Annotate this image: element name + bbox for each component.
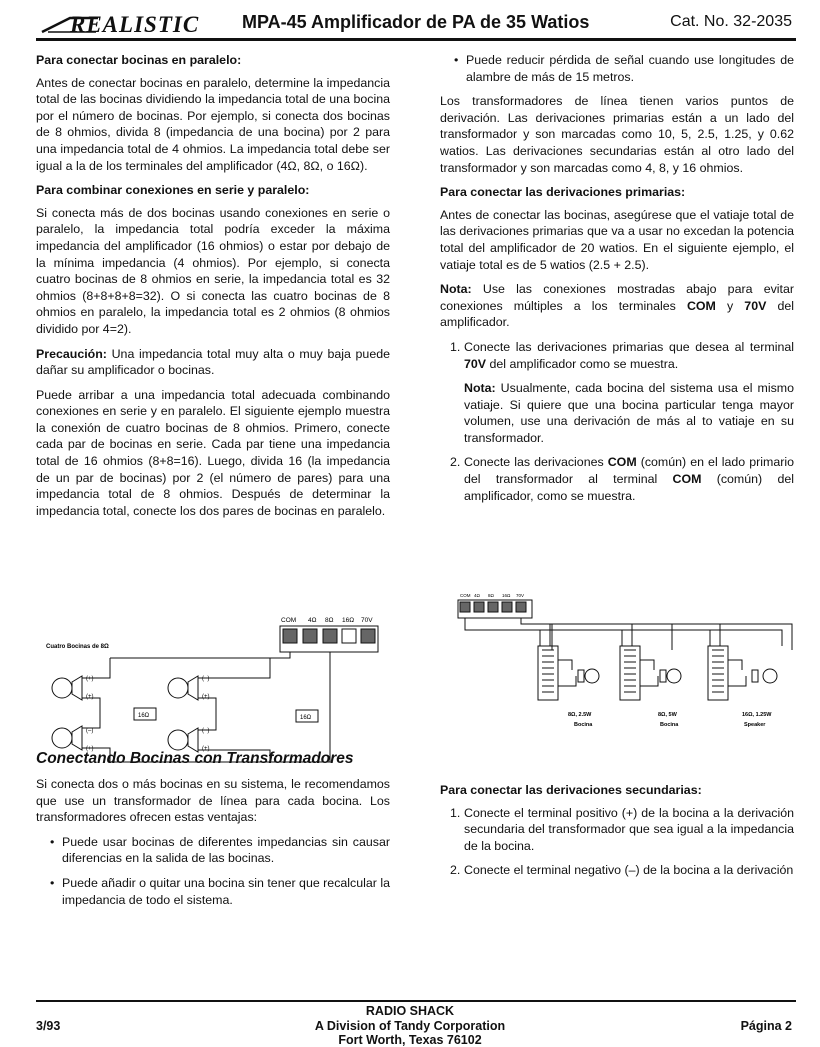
logo-text: REALISTIC — [70, 12, 200, 37]
advantages-list-continued — [440, 52, 794, 85]
speaker-icon — [168, 728, 198, 752]
note-text: del amplificador. — [440, 298, 794, 330]
step-text: Conecte las derivaciones — [464, 455, 608, 470]
terminal-label: 4Ω — [474, 593, 480, 598]
caution-paragraph — [36, 346, 390, 379]
terminal-label: 16Ω — [502, 593, 511, 598]
list-item: • Puede reducir pérdida de señal cuando use longitudes de alambre de más de 15 metros. — [440, 52, 794, 85]
heading-combinar: Para combinar conexiones en serie y paralelo: — [36, 183, 310, 198]
paragraph-arribar: Puede arribar a una impedancia total adecuada combinando conexiones en serie y en paralelo. El siguiente ejemplo muestra la conexión de cuatro bocinas de 8 ohmios. Primero, conecte cada par de bocinas en serie. Cada par tiene una impedancia total de 16 ohmios (8+8=16). Luego, divida 16 (la impedancia de un par de bocinas) por 2 (el número de pares) para una impedancia total de 8 ohmios. Después de determinar la impedancia total, conecte los dos pares de bocinas en paralelo. — [36, 387, 390, 518]
terminal-label: COM — [281, 617, 297, 624]
step-text: (común) en el lado primario del transformador al terminal — [464, 455, 794, 487]
paragraph-transformadores: Si conecta dos o más bocinas en su sistema, le recomendamos que use un transformador de línea para cada bocina. Los transformadores ofrecen estas ventajas: — [36, 777, 390, 825]
terminal-70v: 70V — [464, 356, 487, 371]
speaker-name: Speaker — [744, 722, 766, 728]
step-text: (común) del amplificador, como se muestra. — [464, 472, 794, 503]
page-header — [36, 10, 796, 40]
diagram-caption: Cuatro Bocinas de 8Ω — [46, 644, 109, 650]
step-text: Conecte las derivaciones primarias que desea al terminal — [464, 339, 794, 354]
series-parallel-diagram — [40, 612, 390, 779]
company-division: A Division of Tandy Corporation — [314, 1018, 506, 1033]
realistic-logo — [40, 10, 265, 38]
page-number: Página 2 — [740, 1019, 792, 1033]
step-item — [440, 862, 794, 879]
speaker-name: Bocina — [660, 722, 679, 728]
step-number: 2. — [450, 863, 461, 878]
terminal-label: 8Ω — [488, 593, 494, 598]
polarity-label: (+) — [202, 746, 210, 752]
note-text: y — [715, 298, 745, 313]
transformer-icon — [708, 646, 746, 700]
step-text: Conecte el terminal positivo (+) de la bocina a la derivación secundaria del transformador que sea igual a la impedancia de la bocina. — [464, 805, 794, 853]
terminal-label: 8Ω — [325, 617, 334, 624]
terminal-block — [280, 617, 378, 652]
speaker-icon — [752, 669, 777, 683]
footer-rule — [36, 1000, 796, 1002]
polarity-label: (–) — [202, 728, 210, 734]
document-title: MPA-45 Amplificador de PA de 35 Watios — [242, 12, 590, 32]
terminal-com: COM — [672, 472, 702, 487]
note-paragraph — [440, 281, 794, 331]
footer-company — [260, 1004, 560, 1047]
header-rule — [36, 38, 796, 41]
caution-text: Una impedancia total muy alta o muy baja puede dañar su amplificador o bocinas. — [36, 346, 390, 378]
primary-steps-list — [440, 339, 794, 372]
list-item: • Puede añadir o quitar una bocina sin tener que recalcular la impedancia de todo el sistema. — [36, 875, 390, 908]
section-title-transformadores: Conectando Bocinas con Transformadores — [36, 750, 354, 768]
polarity-label: (+) — [86, 676, 94, 682]
polarity-label: (–) — [202, 676, 210, 682]
advantages-list — [36, 834, 390, 908]
left-column — [36, 52, 390, 916]
speaker-icon — [578, 669, 599, 683]
step-number: 1. — [450, 805, 461, 820]
heading-primarias: Para conectar las derivaciones primarias: — [440, 185, 686, 200]
right-column-lower — [440, 782, 794, 887]
step-text: Conecte el terminal negativo (–) de la bocina a la derivación — [464, 863, 794, 878]
terminal-label: 4Ω — [308, 617, 317, 624]
company-address: Fort Worth, Texas 76102 — [338, 1033, 482, 1047]
right-column — [440, 52, 794, 512]
terminal-label: 16Ω — [342, 617, 355, 624]
heading-secundarias: Para conectar las derivaciones secundarias: — [440, 783, 702, 797]
impedance-label: 16Ω — [138, 713, 150, 719]
note-text: Use las conexiones mostradas abajo para evitar conexiones múltiples a los terminales — [440, 282, 794, 313]
speaker-rating: 8Ω, 2.5W — [568, 712, 592, 718]
speaker-rating: 8Ω, 5W — [658, 712, 677, 718]
footer-date: 3/93 — [36, 1019, 61, 1033]
speaker-rating: 16Ω, 1.25W — [742, 712, 772, 718]
terminal-label: 70V — [516, 593, 525, 598]
step-item — [440, 454, 794, 504]
note-usualmente — [440, 380, 794, 446]
speaker-icon — [660, 669, 681, 683]
heading-paralelo: Para conectar bocinas en paralelo: — [36, 53, 242, 67]
terminal-label: 70V — [361, 617, 373, 624]
list-item: • Puede usar bocinas de diferentes impedancias sin causar diferencias en la salida de las bocinas. — [36, 834, 390, 867]
polarity-label: (+) — [202, 694, 210, 700]
terminal-70v: 70V — [744, 298, 767, 313]
primary-steps-list-2 — [440, 454, 794, 504]
speaker-icon — [52, 676, 82, 700]
impedance-label: 16Ω — [300, 715, 312, 721]
speaker-icon — [168, 676, 198, 700]
secondary-steps-list — [440, 805, 794, 879]
step-text: del amplificador como se muestra. — [486, 356, 679, 371]
transformer-diagram — [452, 590, 797, 745]
terminal-block — [458, 593, 532, 618]
paragraph-paralelo: Antes de conectar bocinas en paralelo, determine la impedancia total de las bocinas dividiendo la impedancia total de una bocina por el número de bocinas. Por ejemplo, si conecta dos bocinas de 8 ohmios, divida 8 (impedancia de una bocina) por 2 para una impedancia total de 4 ohmios. La impedancia total debe ser igual a la de los terminales del amplificador (4Ω, 8Ω, o 16Ω). — [36, 75, 390, 173]
speaker-icon — [52, 726, 82, 750]
speaker-name: Bocina — [574, 722, 593, 728]
step-item — [440, 805, 794, 855]
note-label: Nota: — [464, 381, 496, 396]
paragraph-derivaciones: Los transformadores de línea tienen varios puntos de derivación. Las derivaciones primarias están a un lado del transformador y son marcadas como 10, 5, 2.5, 1.25, y 0.62 watios. Las derivaciones secundarias están al otro lado del transformador y son marcadas como 4, 8, y 16 ohmios. — [440, 94, 794, 175]
note-label: Nota: — [440, 282, 472, 297]
polarity-label: (+) — [86, 694, 94, 700]
paragraph-primarias: Antes de conectar las bocinas, asegúrese que el vatiaje total de las derivaciones primarias que va a usar no excedan la potencia total del amplificador de 20 watios. En el siguiente ejemplo, el vatiaje total es de 5 watios (2.5 + 2.5). — [440, 207, 794, 272]
transformer-icon — [620, 646, 658, 700]
caution-label: Precaución: — [36, 346, 107, 361]
transformer-icon — [538, 646, 576, 700]
note-text: Usualmente, cada bocina del sistema usa el mismo vatiaje. Si quiere que una bocina particular tenga mayor volumen, use una derivación de más al to vatiaje en su transformador. — [464, 381, 794, 445]
company-name: RADIO SHACK — [365, 1004, 455, 1018]
step-item — [440, 339, 794, 372]
catalog-number: Cat. No. 32-2035 — [670, 13, 792, 30]
step-number: 2. — [450, 455, 461, 470]
step-number: 1. — [450, 339, 461, 354]
polarity-label: (–) — [86, 728, 94, 734]
terminal-label: COM — [460, 593, 471, 598]
polarity-label: (+) — [86, 746, 94, 752]
terminal-com: COM — [607, 455, 637, 470]
terminal-com: COM — [686, 298, 716, 313]
paragraph-combinar: Si conecta más de dos bocinas usando conexiones en serie o paralelo, la impedancia total podría exceder la máxima impedancia del amplificador (16 ohmios) o estar por debajo de la mínima impedancia (4 ohmios). Por ejemplo, si conecta cuatro bocinas de 8 ohmios en serie, la impedancia total es 32 ohmios (8+8+8+8=32). O si conecta las cuatro bocinas de 8 ohmios en paralelo, la impedancia total es 2 ohmios (8 ohmios dividido por 4=2). — [36, 205, 390, 336]
